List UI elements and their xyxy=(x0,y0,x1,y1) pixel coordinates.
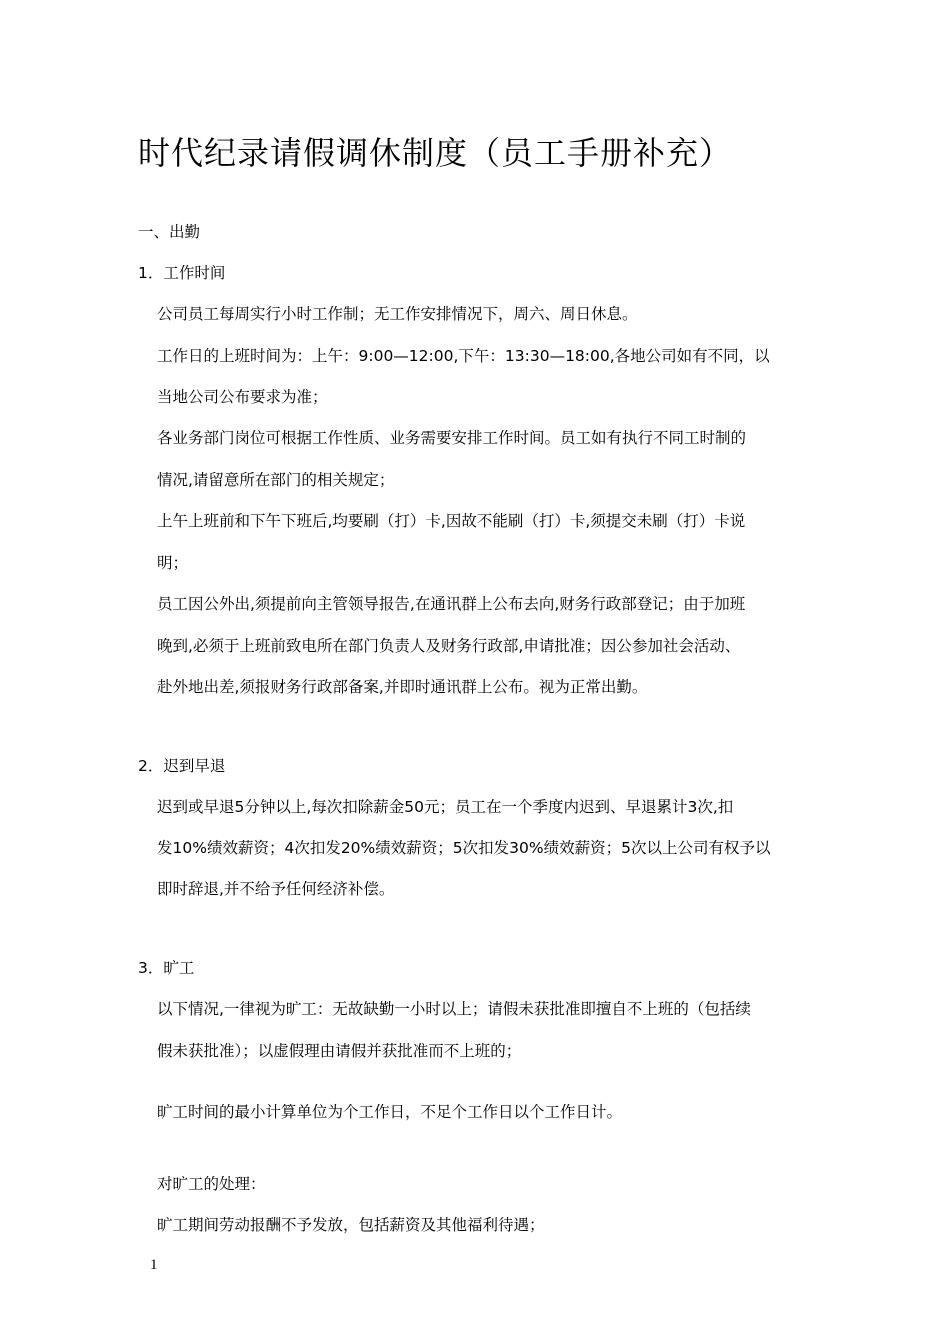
paragraph-line: 员工因公外出,须提前向主管领导报告,在通讯群上公布去向,财务行政部登记；由于加班 xyxy=(157,595,746,613)
paragraph-line: 各业务部门岗位可根据工作性质、业务需要安排工作时间。员工如有执行不同工时制的 xyxy=(157,429,747,447)
paragraph-line: 即时辞退,并不给予任何经济补偿。 xyxy=(157,880,395,898)
page-number: 1 xyxy=(150,1257,158,1273)
paragraph-line: 工作日的上班时间为：上午：9:00—12:00,下午：13:30—18:00,各地公司如有不同，以 xyxy=(157,347,770,365)
paragraph-line: 赴外地出差,须报财务行政部备案,并即时通讯群上公布。视为正常出勤。 xyxy=(157,678,648,696)
paragraph-line: 公司员工每周实行小时工作制；无工作安排情况下，周六、周日休息。 xyxy=(157,305,638,323)
paragraph-line: 迟到或早退5分钟以上,每次扣除薪金50元；员工在一个季度内迟到、早退累计3次,扣 xyxy=(157,798,734,816)
paragraph-line: 晚到,必须于上班前致电所在部门负责人及财务行政部,申请批准；因公参加社会活动、 xyxy=(157,637,741,655)
subsection-heading-absenteeism: 3．旷工 xyxy=(138,959,195,977)
document-title: 时代纪录请假调休制度（员工手册补充） xyxy=(138,134,733,172)
section-heading-attendance: 一、出勤 xyxy=(138,223,201,241)
paragraph-line: 明； xyxy=(157,554,189,572)
subsection-heading-late-early: 2．迟到早退 xyxy=(138,757,226,775)
paragraph-line: 旷工时间的最小计算单位为个工作日，不足个工作日以个工作日计。 xyxy=(157,1103,623,1121)
handling-heading: 对旷工的处理： xyxy=(157,1175,266,1193)
paragraph-line: 当地公司公布要求为准； xyxy=(157,388,328,406)
subsection-heading-work-hours: 1．工作时间 xyxy=(138,264,226,282)
paragraph-line: 上午上班前和下午下班后,均要刷（打）卡,因故不能刷（打）卡,须提交未刷（打）卡说 xyxy=(157,512,746,530)
paragraph-line: 以下情况,一律视为旷工：无故缺勤一小时以上；请假未获批准即擅自不上班的（包括续 xyxy=(157,1000,751,1018)
paragraph-line: 旷工期间劳动报酬不予发放，包括薪资及其他福利待遇； xyxy=(157,1216,545,1234)
paragraph-line: 情况,请留意所在部门的相关规定； xyxy=(157,471,395,489)
paragraph-line: 发10%绩效薪资；4次扣发20%绩效薪资；5次扣发30%绩效薪资；5次以上公司有权予以 xyxy=(157,839,771,857)
paragraph-line: 假未获批准）；以虚假理由请假并获批准而不上班的； xyxy=(157,1042,522,1060)
